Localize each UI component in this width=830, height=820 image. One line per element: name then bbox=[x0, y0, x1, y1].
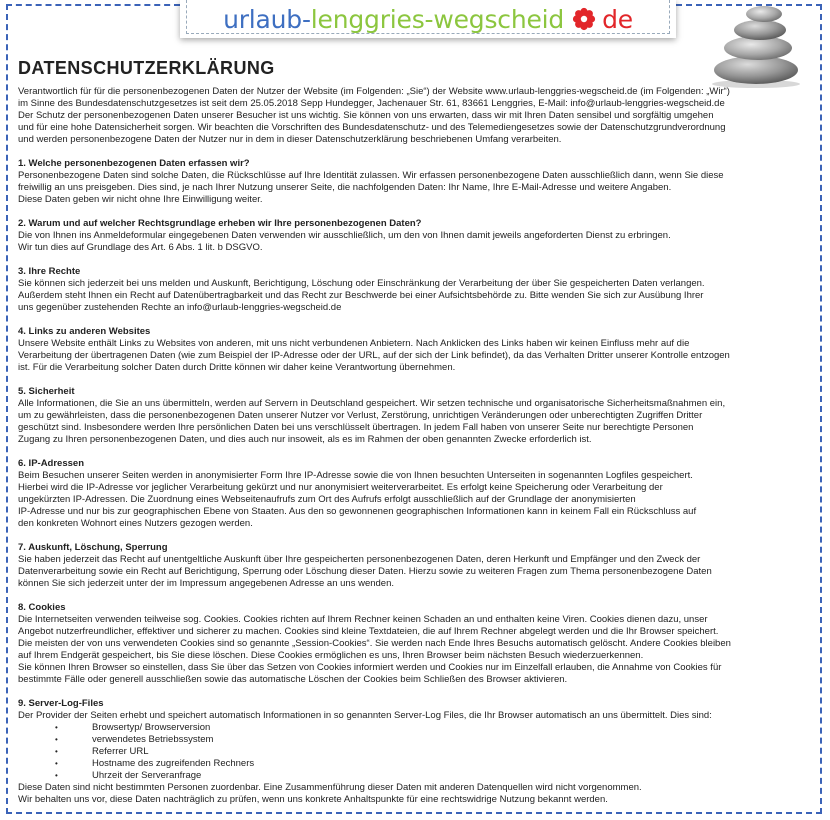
text-line: geschützt sind. Insbesondere werden Ihre persönlichen Daten bei uns verschlüsselt übertragen. In jedem Fall haben von unserer Seite nur berechtigte Personen bbox=[18, 422, 694, 433]
site-logo[interactable] bbox=[180, 0, 676, 38]
section-heading: 4. Links zu anderen Websites bbox=[18, 326, 151, 337]
text-line: im Sinne des Bundesdatenschutzgesetzes ist seit dem 25.05.2018 Sepp Hundegger, Jachenauer Str. 61, 83661 Lenggries, E-Mail: info@urlaub-lenggries-wegscheid.de bbox=[18, 98, 725, 109]
section-external-links bbox=[18, 326, 808, 374]
logo-text bbox=[223, 5, 633, 34]
text-line: Angebot nutzerfreundlicher, effektiver und sicherer zu machen. Cookies sind kleine Textdateien, die auf Ihrem Rechner abgelegt werden und die Ihr Browser speichert. bbox=[18, 626, 719, 637]
section-heading: 7. Auskunft, Löschung, Sperrung bbox=[18, 542, 168, 553]
text-line: ist. Für die Verarbeitung solcher Daten durch Dritte können wir daher keine Verantwortung übernehmen. bbox=[18, 362, 456, 373]
text-line: Wir behalten uns vor, diese Daten nachträglich zu prüfen, wenn uns konkrete Anhaltspunkte für eine rechtswidrige Nutzung bekannt werden. bbox=[18, 794, 608, 805]
section-heading: 2. Warum und auf welcher Rechtsgrundlage erheben wir Ihre personenbezogenen Daten? bbox=[18, 218, 422, 229]
section-server-log-files bbox=[18, 698, 808, 806]
text-line: Sie können Ihren Browser so einstellen, dass Sie über das Setzen von Cookies informiert werden und Cookies nur im Einzelfall erlauben, die Annahme von Cookies für bbox=[18, 662, 722, 673]
text-line: Unsere Website enthält Links zu Websites von anderen, mit uns nicht verbundenen Anbietern. Nach Anklicken des Links haben wir keinen Einfluss mehr auf die bbox=[18, 338, 690, 349]
text-line: IP-Adresse und nur bis zur geographischen Ebene von Staaten. Aus den so gewonnenen geographischen Informationen kann in keinem Fall ein Rückschluss auf bbox=[18, 506, 697, 517]
text-line: ungekürzten IP-Adressen. Die Zuordnung eines Webseitenaufrufs zum Ort des Aufrufs erfolgt ausschließlich auf der Grundlage der anonymisierten bbox=[18, 494, 636, 505]
text-line: uns gegenüber zustehenden Rechte an info@urlaub-lenggries-wegscheid.de bbox=[18, 302, 342, 313]
section-heading: 9. Server-Log-Files bbox=[18, 698, 104, 709]
text-line: Datenverarbeitung sowie ein Recht auf Berichtigung, Sperrung oder Löschung dieser Daten. Hierzu sowie zu weiteren Fragen zum Thema personenbezogene Daten bbox=[18, 566, 712, 577]
section-heading: 3. Ihre Rechte bbox=[18, 266, 81, 277]
text-line: bestimmte Fälle oder generell ausschließen sowie das automatische Löschen der Cookies beim Schließen des Browser aktivieren. bbox=[18, 674, 568, 685]
intro-paragraph bbox=[18, 86, 808, 146]
text-line: Alle Informationen, die Sie an uns übermitteln, werden auf Servern in Deutschland gespeichert. Wir setzen technische und organisatorische Sicherheitsmaßnahmen ein, bbox=[18, 398, 726, 409]
text-line: Personenbezogene Daten sind solche Daten, die Rückschlüsse auf Ihre Identität zulassen. Wir erfassen personenbezogene Daten ausschließlich dann, wenn Sie diese bbox=[18, 170, 724, 181]
text-line: Der Schutz der personenbezogenen Daten unserer Besucher ist uns wichtig. Sie können von uns erwarten, dass wir mit Ihren Daten sensibel und sorgfältig umgehen bbox=[18, 110, 714, 121]
text-line: Die Internetseiten verwenden teilweise sog. Cookies. Cookies richten auf Ihrem Rechner keinen Schaden an und enthalten keine Viren. Cookies dienen dazu, unser bbox=[18, 614, 708, 625]
section-rights bbox=[18, 266, 808, 314]
section-heading: 5. Sicherheit bbox=[18, 386, 75, 397]
logo-text-part2: lenggries-wegscheid bbox=[310, 4, 565, 34]
section-information-deletion bbox=[18, 542, 808, 590]
section-heading: 1. Welche personenbezogenen Daten erfassen wir? bbox=[18, 158, 250, 169]
text-line: Sie können sich jederzeit bei uns melden und Auskunft, Berichtigung, Löschung oder Einschränkung der Verarbeitung der über Sie gespeicherten Daten verlangen. bbox=[18, 278, 705, 289]
section-heading: 8. Cookies bbox=[18, 602, 66, 613]
text-line: und für eine hohe Datensicherheit sorgen. Wir beachten die Vorschriften des Bundesdatenschutz- und des Telemediengesetzes sowie der Datenschutzgrundverordnung bbox=[18, 122, 726, 133]
section-heading: 6. IP-Adressen bbox=[18, 458, 84, 469]
text-line: Verarbeitung der übertragenen Daten (wie zum Beispiel der IP-Adresse oder der URL, auf der sich der Link befindet), da das Verhalten Dritter unserer Kontrolle entzogen bbox=[18, 350, 730, 361]
text-line: Die meisten der von uns verwendeten Cookies sind so genannte „Session-Cookies“. Sie werden nach Ende Ihres Besuchs automatisch gelöscht. Andere Cookies bleiben bbox=[18, 638, 731, 649]
logo-text-part1: urlaub- bbox=[223, 4, 311, 34]
list-item: • verwendetes Betriebssystem bbox=[18, 734, 808, 746]
text-line: Sie haben jederzeit das Recht auf unentgeltliche Auskunft über Ihre gespeicherten personenbezogenen Daten, deren Herkunft und Empfänger und den Zweck der bbox=[18, 554, 701, 565]
text-line: Die von Ihnen ins Anmeldeformular eingegebenen Daten verwenden wir ausschließlich, um den von Ihnen damit jeweils angeforderten Dienst zu erbringen. bbox=[18, 230, 671, 241]
text-line: und werden personenbezogene Daten der Nutzer nur in dem in dieser Datenschutzerklärung beschriebenen Umfang verarbeiten. bbox=[18, 134, 562, 145]
section-security bbox=[18, 386, 808, 446]
dashed-frame-top-left bbox=[6, 4, 180, 6]
text-line: freiwillig an uns preisgeben. Dies sind, je nach Ihrer Nutzung unserer Seite, die nachfolgenden Daten: Ihr Name, Ihre E-Mail-Adresse und weitere Angaben. bbox=[18, 182, 672, 193]
text-line: auf Ihrem Endgerät gespeichert, bis Sie diese löschen. Diese Cookies ermöglichen es uns, Ihren Browser beim nächsten Besuch wiederzuerkennen. bbox=[18, 650, 644, 661]
page-title: DATENSCHUTZERKLÄRUNG bbox=[18, 58, 275, 78]
section-collected-data bbox=[18, 158, 808, 206]
text-line: können Sie sich jederzeit unter der im Impressum angegebenen Adresse an uns wenden. bbox=[18, 578, 395, 589]
text-line: Diese Daten geben wir nicht ohne Ihre Einwilligung weiter. bbox=[18, 194, 263, 205]
text-line: den konkreten Wohnort eines Nutzers gezogen werden. bbox=[18, 518, 253, 529]
text-line: Wir tun dies auf Grundlage des Art. 6 Abs. 1 lit. b DSGVO. bbox=[18, 242, 263, 253]
text-line: Zugang zu Ihren personenbezogenen Daten, und dies auch nur insoweit, als es im Rahmen der oben genannten Zwecke erforderlich ist. bbox=[18, 434, 592, 445]
section-ip-addresses bbox=[18, 458, 808, 530]
list-item: • Referrer URL bbox=[18, 746, 808, 758]
list-item: • Hostname des zugreifenden Rechners bbox=[18, 758, 808, 770]
list-item: • Browsertyp/ Browserversion bbox=[18, 722, 808, 734]
stacked-stones-icon bbox=[708, 0, 800, 88]
flower-icon bbox=[572, 7, 596, 31]
text-line: Hierbei wird die IP-Adresse vor jeglicher Verarbeitung gekürzt und nur anonymisiert weiterverarbeitet. Es erfolgt keine Speicherung oder Verarbeitung der bbox=[18, 482, 663, 493]
text-line: Außerdem steht Ihnen ein Recht auf Datenübertragbarkeit und das Recht zur Beschwerde bei einer Aufsichtsbehörde zu. Bitte wenden Sie sich zur Ausübung Ihrer bbox=[18, 290, 704, 301]
section-cookies bbox=[18, 602, 808, 686]
section-legal-basis bbox=[18, 218, 808, 254]
logo-text-part3: de bbox=[602, 4, 633, 34]
text-line: Diese Daten sind nicht bestimmten Personen zuordenbar. Eine Zusammenführung dieser Daten mit anderen Datenquellen wird nicht vorgenommen. bbox=[18, 782, 642, 793]
list-item: • Uhrzeit der Serveranfrage bbox=[18, 770, 808, 782]
text-line: Beim Besuchen unserer Seiten werden in anonymisierter Form Ihre IP-Adresse sowie die von Ihnen besuchten Unterseiten in sogenannten Logfiles gespeichert. bbox=[18, 470, 693, 481]
text-line: Verantwortlich für für die personenbezogenen Daten der Nutzer der Website (im Folgenden: „Sie“) der Website www.urlaub-lenggries-wegscheid.de (im Folgenden: „Wir“) bbox=[18, 86, 730, 97]
text-line: Der Provider der Seiten erhebt und speichert automatisch Informationen in so genannten Server-Log Files, die Ihr Browser automatisch an uns übermittelt. Dies sind: bbox=[18, 710, 712, 721]
privacy-policy-body bbox=[18, 86, 808, 806]
text-line: um zu gewährleisten, dass die personenbezogenen Daten unserer Nutzer vor Verlust, Zerstörung, unrichtigen Veränderungen oder unberechtigten Zugriffen Dritter bbox=[18, 410, 703, 421]
